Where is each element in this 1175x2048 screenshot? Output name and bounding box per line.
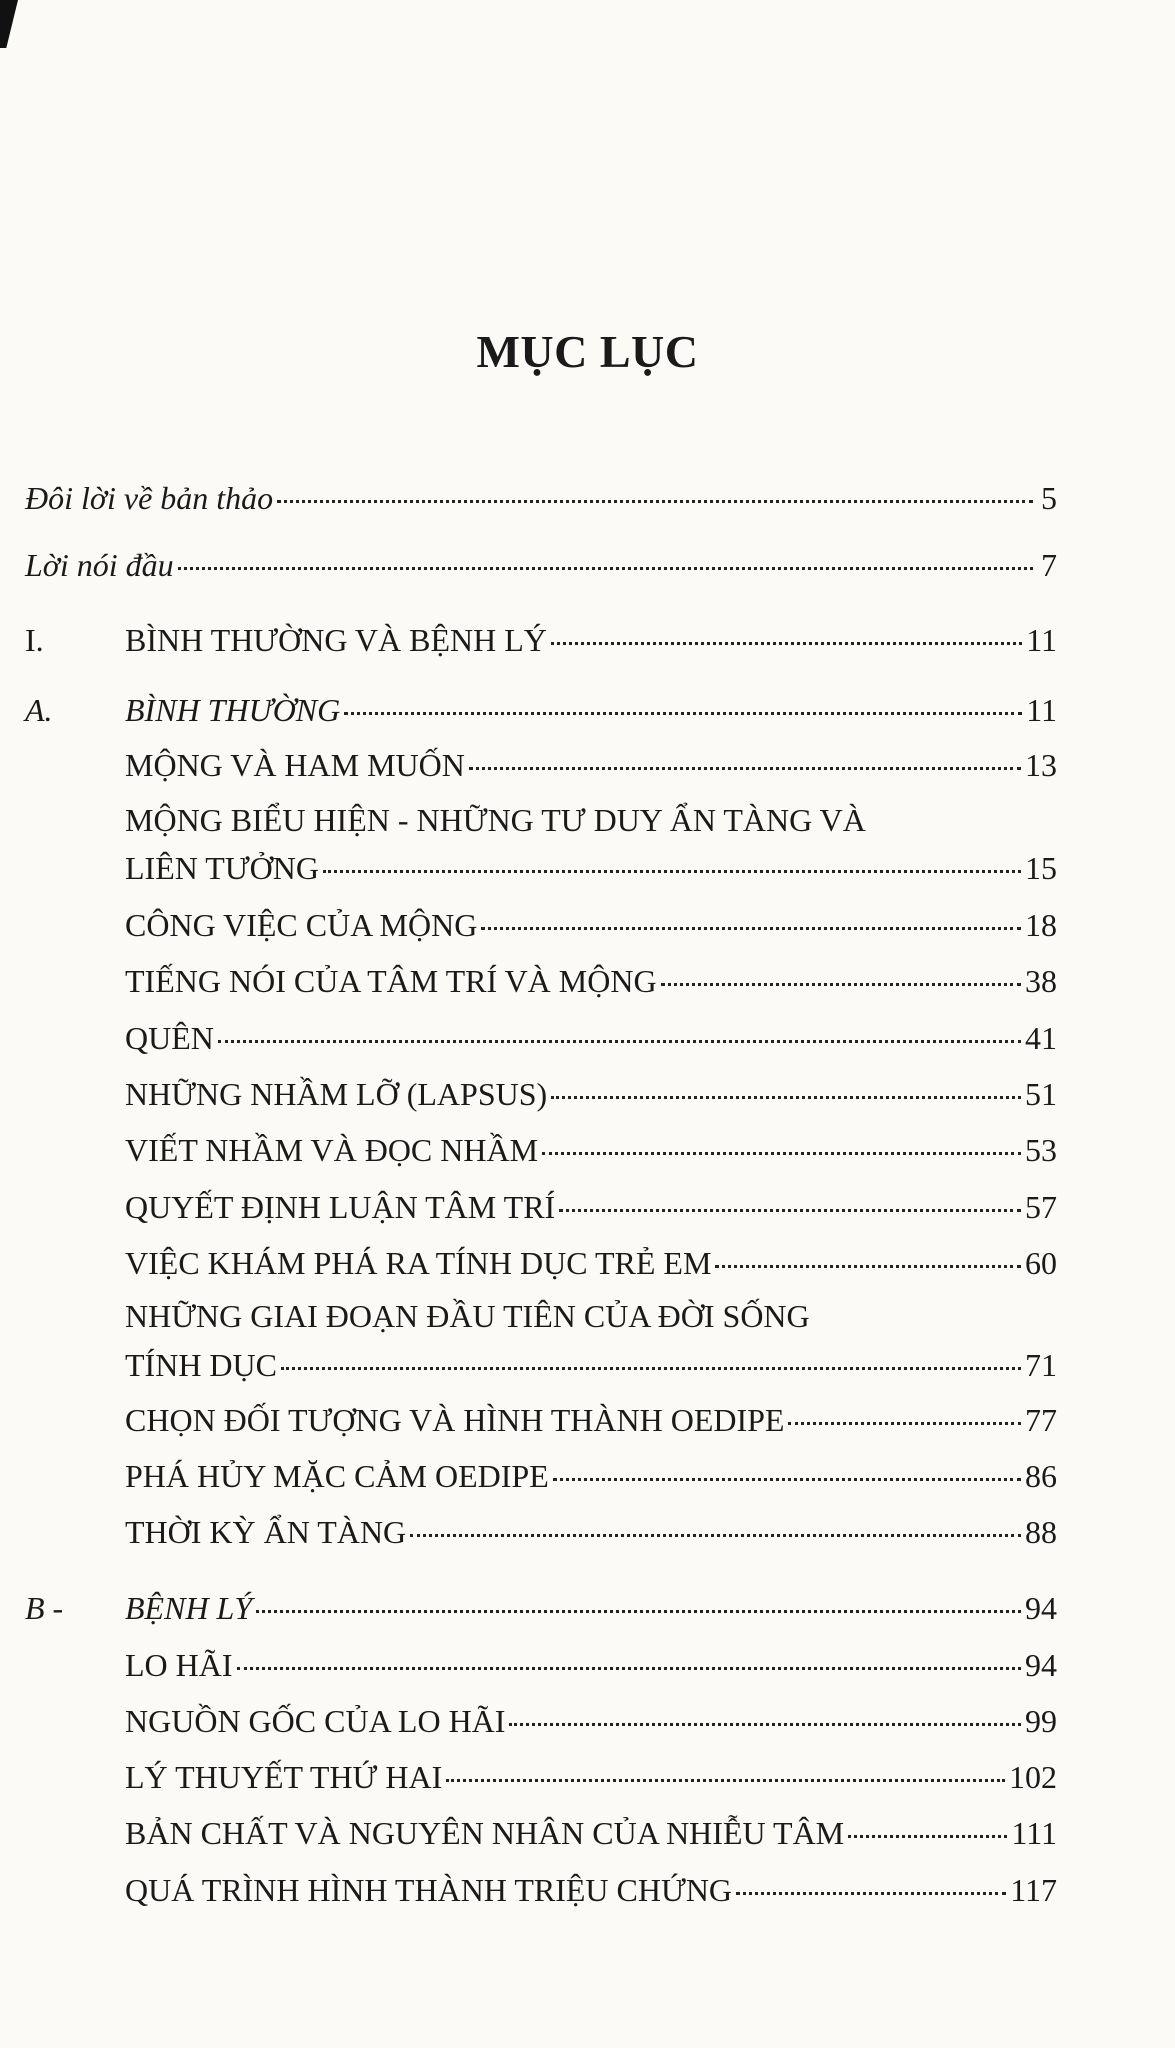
dot-leader bbox=[551, 1096, 1021, 1099]
toc-entry-page: 102 bbox=[1009, 1759, 1057, 1795]
toc-entry-label: QUYẾT ĐỊNH LUẬN TÂM TRÍ bbox=[125, 1189, 556, 1225]
dot-leader bbox=[344, 712, 1022, 715]
toc-entry[interactable] bbox=[125, 1647, 1057, 1684]
dot-leader bbox=[323, 870, 1021, 873]
toc-entry[interactable] bbox=[125, 907, 1057, 944]
toc-entry-label: BỆNH LÝ bbox=[125, 1590, 253, 1626]
toc-entry-page: 7 bbox=[1041, 547, 1057, 583]
toc-entry-page: 94 bbox=[1025, 1647, 1057, 1683]
toc-entry-page: 15 bbox=[1025, 850, 1057, 886]
toc-entry[interactable] bbox=[125, 963, 1057, 1000]
dot-leader bbox=[469, 767, 1021, 770]
toc-entry[interactable] bbox=[125, 747, 1057, 784]
toc-entry-page: 18 bbox=[1025, 907, 1057, 943]
toc-entry-label: VIỆC KHÁM PHÁ RA TÍNH DỤC TRẺ EM bbox=[125, 1245, 712, 1281]
toc-entry-label: PHÁ HỦY MẶC CẢM OEDIPE bbox=[125, 1458, 549, 1494]
toc-entry-label-line1: NHỮNG GIAI ĐOẠN ĐẦU TIÊN CỦA ĐỜI SỐNG bbox=[125, 1298, 810, 1334]
toc-entry[interactable] bbox=[125, 1514, 1057, 1551]
toc-entry-label: TÍNH DỤC bbox=[125, 1347, 277, 1383]
toc-entry-label: QUÊN bbox=[125, 1020, 214, 1056]
toc-entry[interactable] bbox=[125, 1402, 1057, 1439]
toc-entry-preface-note[interactable] bbox=[25, 480, 1057, 517]
toc-entry[interactable] bbox=[125, 1076, 1057, 1113]
toc-entry-label: BÌNH THƯỜNG bbox=[125, 692, 341, 728]
toc-entry-label: NHỮNG NHẦM LỠ (LAPSUS) bbox=[125, 1076, 548, 1112]
toc-entry-label: LÝ THUYẾT THỨ HAI bbox=[125, 1759, 443, 1795]
toc-entry[interactable] bbox=[125, 1189, 1057, 1226]
toc-entry-label: LO HÃI bbox=[125, 1647, 233, 1683]
toc-entry[interactable] bbox=[125, 1132, 1057, 1169]
toc-entry-page: 117 bbox=[1010, 1872, 1057, 1908]
toc-entry-label: Lời nói đầu bbox=[25, 547, 174, 583]
toc-entry-label: BẢN CHẤT VÀ NGUYÊN NHÂN CỦA NHIỄU TÂM bbox=[125, 1815, 845, 1851]
dot-leader bbox=[178, 567, 1033, 570]
toc-entry[interactable] bbox=[125, 1347, 1057, 1384]
toc-entry-page: 11 bbox=[1026, 622, 1057, 658]
toc-entry[interactable] bbox=[125, 1815, 1057, 1852]
dot-leader bbox=[237, 1667, 1021, 1670]
dot-leader bbox=[281, 1367, 1021, 1370]
toc-entry[interactable] bbox=[125, 1872, 1057, 1909]
toc-entry-page: 11 bbox=[1026, 692, 1057, 728]
toc-entry-label: CHỌN ĐỐI TƯỢNG VÀ HÌNH THÀNH OEDIPE bbox=[125, 1402, 785, 1438]
toc-entry-page: 60 bbox=[1025, 1245, 1057, 1281]
toc-entry-page: 86 bbox=[1025, 1458, 1057, 1494]
toc-entry-label: QUÁ TRÌNH HÌNH THÀNH TRIỆU CHỨNG bbox=[125, 1872, 733, 1908]
toc-entry[interactable] bbox=[125, 1759, 1057, 1796]
toc-entry-page: 41 bbox=[1025, 1020, 1057, 1056]
toc-entry-label: VIẾT NHẦM VÀ ĐỌC NHẦM bbox=[125, 1132, 539, 1168]
toc-entry-label: CÔNG VIỆC CỦA MỘNG bbox=[125, 907, 478, 943]
toc-entry-page: 53 bbox=[1025, 1132, 1057, 1168]
toc-entry-page: 71 bbox=[1025, 1347, 1057, 1383]
dot-leader bbox=[218, 1040, 1021, 1043]
toc-entry[interactable] bbox=[125, 1245, 1057, 1282]
toc-entry-page: 13 bbox=[1025, 747, 1057, 783]
toc-entry-section-a[interactable] bbox=[25, 692, 1057, 729]
toc-entry[interactable] bbox=[125, 1458, 1057, 1495]
dot-leader bbox=[446, 1779, 1005, 1782]
toc-entry-label: BÌNH THƯỜNG VÀ BỆNH LÝ bbox=[125, 622, 547, 658]
toc-entry-section-b[interactable] bbox=[25, 1590, 1057, 1627]
toc-entry-page: 99 bbox=[1025, 1703, 1057, 1739]
toc-entry-label: THỜI KỲ ẨN TÀNG bbox=[125, 1514, 407, 1550]
toc-entry[interactable] bbox=[125, 1020, 1057, 1057]
dot-leader bbox=[277, 500, 1033, 503]
dot-leader bbox=[715, 1265, 1021, 1268]
page-corner-mark bbox=[0, 0, 18, 48]
toc-entry[interactable] bbox=[125, 1703, 1057, 1740]
dot-leader bbox=[788, 1422, 1021, 1425]
toc-entry-number: I. bbox=[25, 622, 44, 658]
toc-entry-label: TIẾNG NÓI CỦA TÂM TRÍ VÀ MỘNG bbox=[125, 963, 657, 999]
dot-leader bbox=[509, 1723, 1021, 1726]
toc-entry-number: A. bbox=[25, 692, 53, 728]
dot-leader bbox=[542, 1152, 1021, 1155]
dot-leader bbox=[848, 1835, 1007, 1838]
toc-entry-label: LIÊN TƯỞNG bbox=[125, 850, 319, 886]
toc-entry-page: 51 bbox=[1025, 1076, 1057, 1112]
toc-entry-number: B - bbox=[25, 1590, 64, 1626]
toc-entry-page: 38 bbox=[1025, 963, 1057, 999]
dot-leader bbox=[736, 1892, 1006, 1895]
page-title: MỤC LỤC bbox=[476, 326, 699, 377]
dot-leader bbox=[559, 1209, 1021, 1212]
toc-entry-page: 111 bbox=[1011, 1815, 1057, 1851]
toc-entry-part-one[interactable] bbox=[25, 622, 1057, 659]
toc-entry-label: Đôi lời về bản thảo bbox=[25, 480, 274, 516]
dot-leader bbox=[551, 642, 1022, 645]
toc-entry-label: NGUỒN GỐC CỦA LO HÃI bbox=[125, 1703, 506, 1739]
toc-entry-foreword[interactable] bbox=[25, 547, 1057, 584]
toc-entry-page: 88 bbox=[1025, 1514, 1057, 1550]
dot-leader bbox=[553, 1478, 1021, 1481]
toc-entry-page: 77 bbox=[1025, 1402, 1057, 1438]
dot-leader bbox=[481, 927, 1021, 930]
dot-leader bbox=[256, 1610, 1021, 1613]
toc-entry-page: 5 bbox=[1041, 480, 1057, 516]
toc-entry-page: 94 bbox=[1025, 1590, 1057, 1626]
dot-leader bbox=[410, 1534, 1021, 1537]
toc-entry[interactable] bbox=[125, 850, 1057, 887]
dot-leader bbox=[661, 983, 1021, 986]
toc-entry-label-line1: MỘNG BIỂU HIỆN - NHỮNG TƯ DUY ẨN TÀNG VÀ bbox=[125, 802, 866, 838]
toc-entry-page: 57 bbox=[1025, 1189, 1057, 1225]
toc-entry-label: MỘNG VÀ HAM MUỐN bbox=[125, 747, 465, 783]
